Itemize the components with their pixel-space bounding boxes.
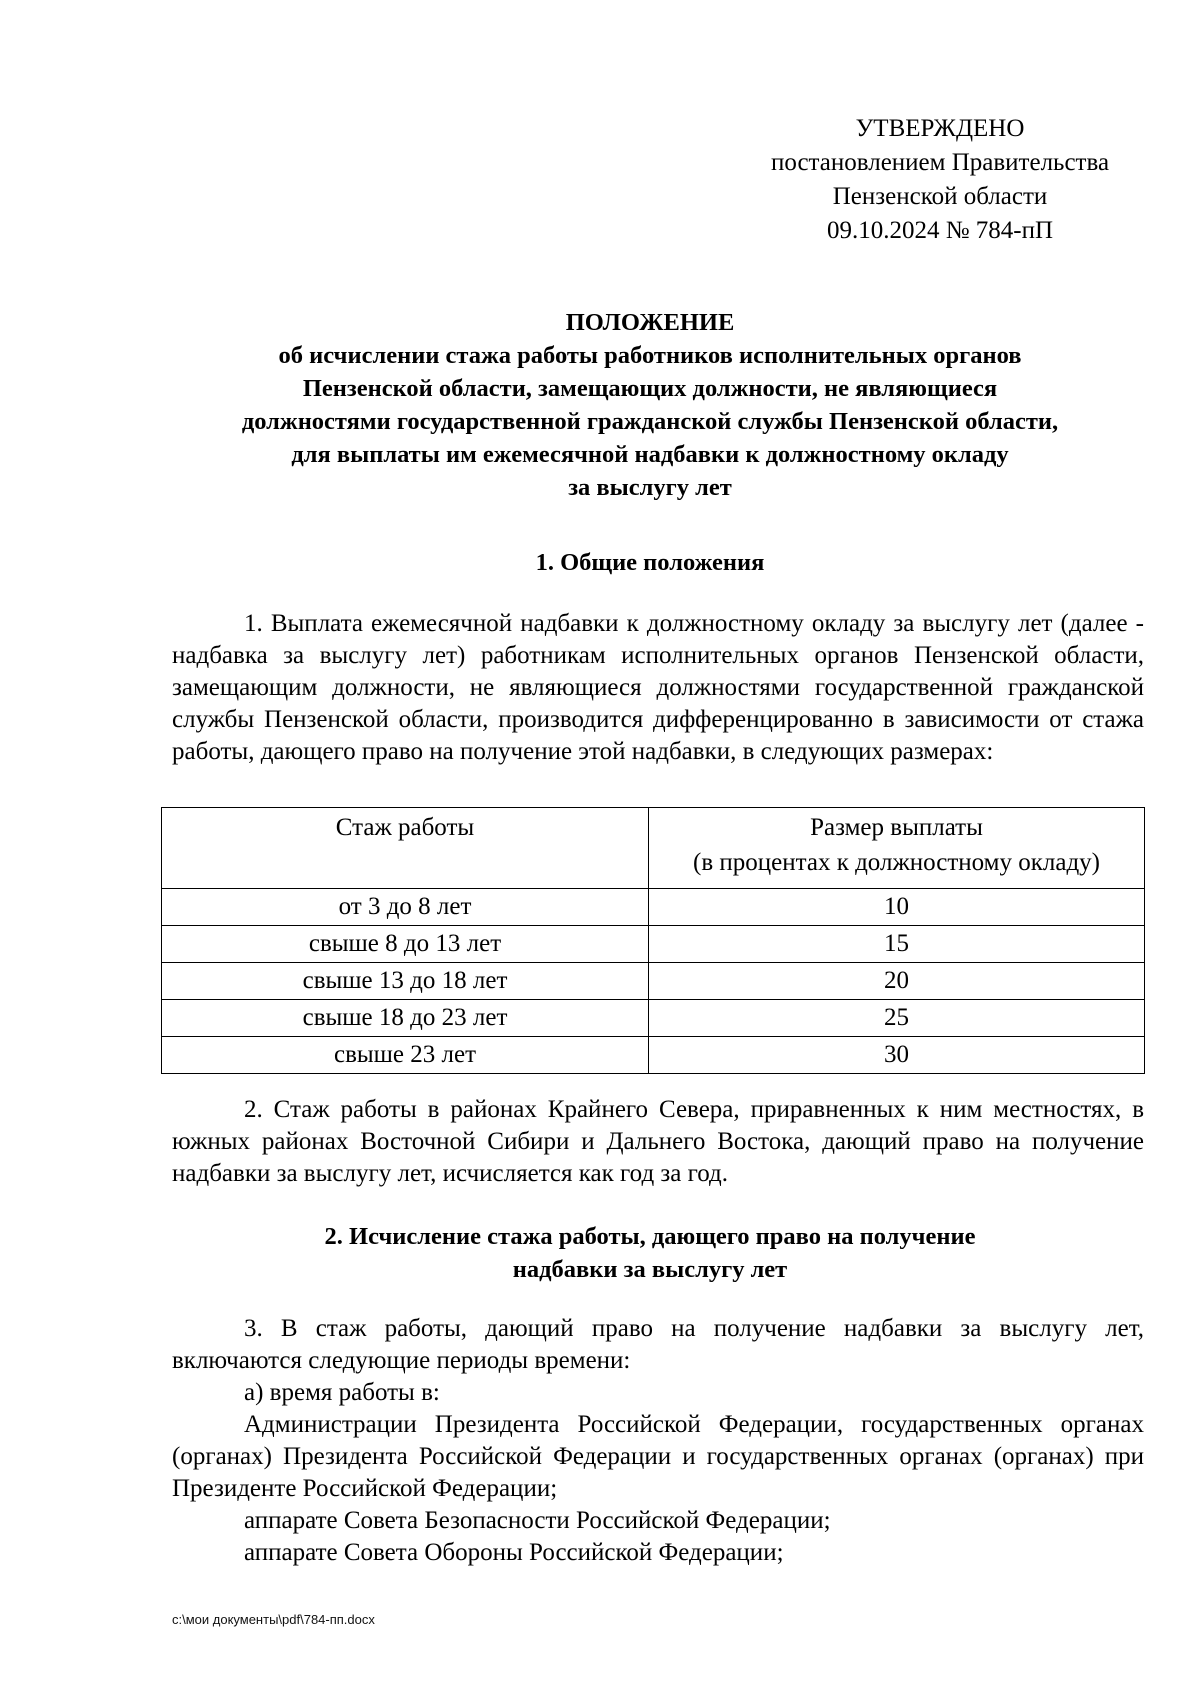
cell-percent: 25 bbox=[649, 1000, 1145, 1037]
title-line: Пензенской области, замещающих должности, не являющиеся bbox=[302, 375, 998, 402]
table-row bbox=[162, 1037, 1145, 1074]
approval-resolution: постановлением Правительства bbox=[770, 149, 1110, 176]
item-a: а) время работы в: bbox=[244, 1379, 440, 1406]
approval-date-number: 09.10.2024 № 784-пП bbox=[826, 217, 1054, 244]
approval-region: Пензенской области bbox=[832, 183, 1048, 210]
paragraph-1: 1. Выплата ежемесячной надбавки к должностному окладу за выслугу лет (далее - надбавка за выслугу лет) работникам исполнительных органов Пензенской области, замещающим должности, не являющиеся должностями государственной гражданской службы Пензенской области, производится дифференцированно в зависимости от стажа работы, дающего право на получение этой надбавки, в следующих размерах: bbox=[172, 610, 1144, 765]
cell-term: свыше 8 до 13 лет bbox=[162, 926, 649, 963]
paragraph-3: 3. В стаж работы, дающий право на получение надбавки за выслугу лет, включаются следующие периоды времени: bbox=[172, 1315, 1144, 1374]
table-header-row bbox=[162, 808, 1145, 889]
item-defense-council: аппарате Совета Обороны Российской Федерации; bbox=[244, 1539, 784, 1566]
table-row bbox=[162, 926, 1145, 963]
cell-percent: 10 bbox=[649, 889, 1145, 926]
cell-percent: 30 bbox=[649, 1037, 1145, 1074]
title-line: должностями государственной гражданской службы Пензенской области, bbox=[241, 408, 1059, 435]
approval-approved: УТВЕРЖДЕНО bbox=[855, 115, 1025, 142]
title-line: для выплаты им ежемесячной надбавки к должностному окладу bbox=[291, 441, 1009, 468]
cell-term: свыше 18 до 23 лет bbox=[162, 1000, 649, 1037]
table-row bbox=[162, 889, 1145, 926]
section-2-heading bbox=[120, 1220, 1180, 1286]
section-2-heading-line2: надбавки за выслугу лет bbox=[512, 1256, 788, 1283]
seniority-table bbox=[161, 807, 1145, 1074]
document-title bbox=[120, 306, 1180, 504]
table-row bbox=[162, 963, 1145, 1000]
file-path-footer: c:\мои документы\pdf\784-пп.docx bbox=[172, 1612, 375, 1627]
item-presidential-administration: Администрации Президента Российской Федерации, государственных органах (органах) Президента Российской Федерации и государственных органах (органах) при Президенте Российской Федерации; bbox=[172, 1411, 1144, 1502]
title-heading: ПОЛОЖЕНИЕ bbox=[565, 309, 735, 336]
header-percent-line2: (в процентах к должностному окладу) bbox=[693, 849, 1100, 876]
section-1-heading-text: 1. Общие положения bbox=[535, 549, 765, 576]
approval-stamp bbox=[730, 112, 1150, 248]
cell-term: от 3 до 8 лет bbox=[162, 889, 649, 926]
header-percent bbox=[649, 808, 1145, 889]
section-1-heading bbox=[120, 546, 1180, 579]
section-2-heading-line1: 2. Исчисление стажа работы, дающего право на получение bbox=[324, 1223, 976, 1250]
table-row bbox=[162, 1000, 1145, 1037]
title-line: об исчислении стажа работы работников исполнительных органов bbox=[278, 342, 1022, 369]
cell-term: свыше 13 до 18 лет bbox=[162, 963, 649, 1000]
cell-percent: 20 bbox=[649, 963, 1145, 1000]
title-line: за выслугу лет bbox=[568, 474, 732, 501]
item-security-council: аппарате Совета Безопасности Российской Федерации; bbox=[244, 1507, 831, 1534]
cell-percent: 15 bbox=[649, 926, 1145, 963]
header-percent-line1: Размер выплаты bbox=[810, 814, 983, 841]
header-term: Стаж работы bbox=[162, 808, 649, 889]
cell-term: свыше 23 лет bbox=[162, 1037, 649, 1074]
paragraph-2: 2. Стаж работы в районах Крайнего Севера, приравненных к ним местностях, в южных районах Восточной Сибири и Дальнего Востока, дающий право на получение надбавки за выслугу лет, исчисляется как год за год. bbox=[172, 1096, 1144, 1187]
